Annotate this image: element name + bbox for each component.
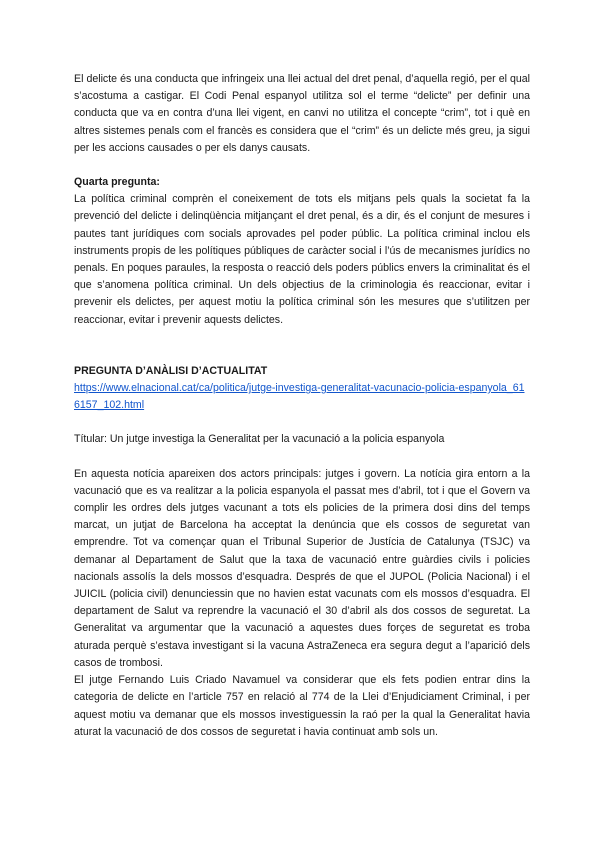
- intro-paragraph: El delicte és una conducta que infringeix una llei actual del dret penal, d’aquella regió, per el qual s’acostuma a castigar. El Codi Penal espanyol utilitza sol el terme “delicte” per definir una conducta que va en contra d’una llei vigent, en canvi no utilitza el concepte “crim”, tot i què en altres sistemes penals com el francès es considera que el “crim” és un delicte més greu, ja sigui per les accions causades o per els danys causats.: [74, 73, 530, 154]
- news-title: Títular: Un jutge investiga la Generalitat per la vacunació a la policia espanyola: [74, 433, 445, 446]
- spacer: [74, 157, 530, 174]
- q4-paragraph: La política criminal comprèn el coneixement de tots els mitjans pels quals la societat fa la prevenció del delicte i delinqüència mitjançant el dret penal, és a dir, és el conjunt de mesures i pautes tant jurídiques com socials aprovades pel poder públic. La política criminal inclou els instruments propis de les polítiques públiques de caràcter social i l’ús de mecanismes jurídics no penals. En poques paraules, la resposta o reacció dels poders públics envers la criminalitat és el que s’anomena política criminal. Un dels objectius de la criminologia és reaccionar, evitar i prevenir els delictes, per aquest motiu la política criminal són les mesures que s’utilitzen per reaccionar, evitar i prevenir aquests delictes.: [74, 193, 530, 326]
- document-page: [74, 71, 530, 741]
- spacer: [74, 329, 530, 363]
- news-paragraph-1: En aquesta notícia apareixen dos actors principals: jutges i govern. La notícia gira entorn a la vacunació que es va realitzar a la policia espanyola el passat mes d’abril, tot i que el Govern va complir les ordres dels jutges vacunant a tots els policies de la primera dosi dins del temps marcat, un jutjat de Barcelona ha acceptat la denúncia que els cossos de seguretat van emprendre. Tot va començar quan el Tribunal Superior de Justícia de Catalunya (TSJC) va demanar al Departament de Salut que la taxa de vacunació entre guàrdies civils i policies nacionals assolís la dels mossos d’esquadra. Després de que el JUPOL (Policia Nacional) i el JUICIL (policia civil) denunciessin que no havien estat vacunats com els mossos d’esquadra. El departament de Salut va reprendre la vacunació el 30 d’abril als dos cossos de seguretat. La Generalitat va argumentar que la vacunació a aquestes dues forçes de seguretat es troba aturada perquè s’estava investigant si la vacuna AstraZeneca era segura degut a l’aparició dels casos de trombosi.: [74, 467, 530, 669]
- news-heading: PREGUNTA D’ANÀLISI D’ACTUALITAT: [74, 364, 268, 377]
- news-paragraph-2: El jutge Fernando Luis Criado Navamuel va considerar que els fets podien entrar dins la categoria de delicte en l’article 757 en relació al 774 de la Llei d’Enjudiciament Criminal, i per aquest motiu va demanar que els mossos investiguessin la raó per la qual la Generalitat havia aturat la vacunació de dos cossos de seguretat i havia continuat amb sols un.: [74, 674, 530, 738]
- spacer: [74, 449, 530, 466]
- q4-heading: Quarta pregunta:: [74, 176, 160, 189]
- news-link[interactable]: https://www.elnacional.cat/ca/politica/jutge-investiga-generalitat-vacunacio-policia-espanyola_616157_102.html: [74, 382, 525, 412]
- spacer: [74, 414, 530, 431]
